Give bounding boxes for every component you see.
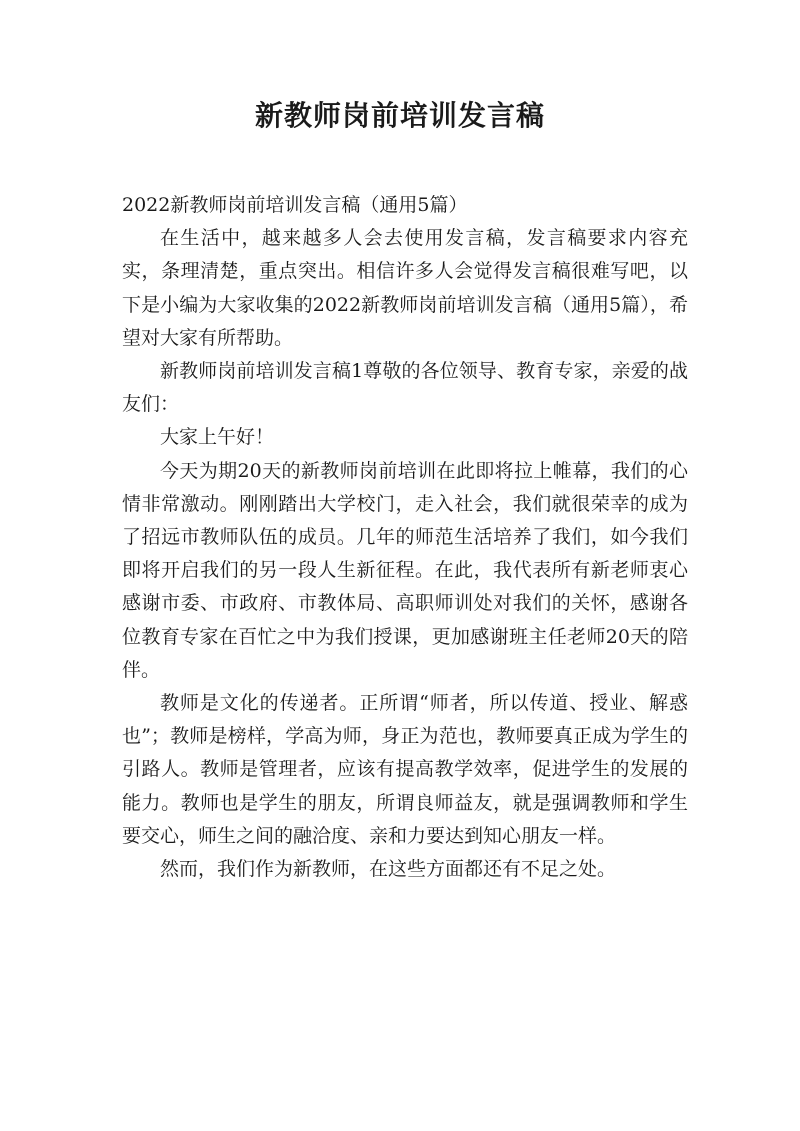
document-title: 新教师岗前培训发言稿 bbox=[254, 99, 545, 132]
body-paragraph: 今天为期20天的新教师岗前培训在此即将拉上帷幕，我们的心情非常激动。刚刚踏出大学校门，走入社会，我们就很荣幸的成为了招远市教师队伍的成员。几年的师范生活培养了我们，如今我们即将开启我们的另一段人生新征程。在此，我代表所有新老师衷心感谢市委、市政府、市教体局、高职师训处对我们的关怀，感谢各位教育专家在百忙之中为我们授课，更加感谢班主任老师20天的陪伴。 bbox=[122, 459, 688, 681]
body-paragraph: 然而，我们作为新教师，在这些方面都还有不足之处。 bbox=[160, 858, 617, 881]
body-paragraph: 大家上午好！ bbox=[160, 426, 275, 449]
subtitle-paragraph: 2022新教师岗前培训发言稿（通用5篇） bbox=[122, 194, 468, 216]
body-paragraph: 新教师岗前培训发言稿1尊敬的各位领导、教育专家，亲爱的战友们： bbox=[122, 360, 688, 416]
body-paragraph: 教师是文化的传递者。正所谓“师者，所以传道、授业、解惑也”；教师是榜样，学高为师，身正为范也，教师要真正成为学生的引路人。教师是管理者，应该有提高教学效率，促进学生的发展的能力。教师也是学生的朋友，所谓良师益友，就是强调教师和学生要交心，师生之间的融洽度、亲和力要达到知心朋友一样。 bbox=[122, 692, 688, 847]
document-body bbox=[122, 189, 688, 886]
body-paragraph: 在生活中，越来越多人会去使用发言稿，发言稿要求内容充实，条理清楚，重点突出。相信许多人会觉得发言稿很难写吧，以下是小编为大家收集的2022新教师岗前培训发言稿（通用5篇），希望对大家有所帮助。 bbox=[122, 227, 688, 349]
